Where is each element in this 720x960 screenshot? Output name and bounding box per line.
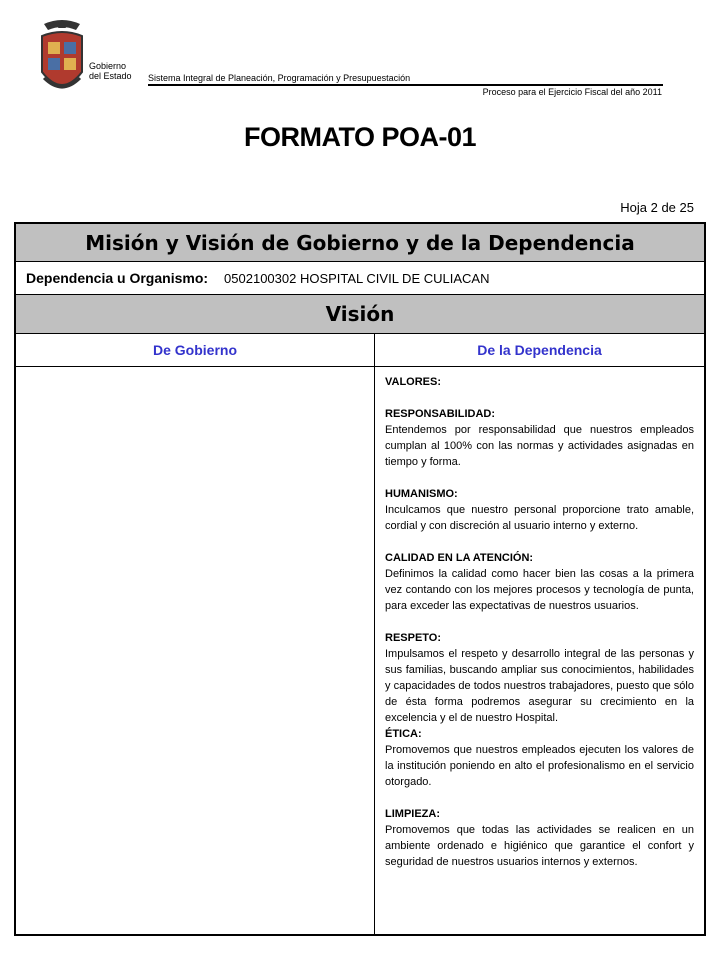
page-title: FORMATO POA-01 (243, 122, 477, 152)
state-seal-logo (38, 18, 86, 96)
value-text: Inculcamos que nuestro personal proporcione trato amable, cordial y con discreción al usuario interno y externo. (385, 504, 694, 532)
page-indicator: Hoja 2 de 25 (620, 200, 694, 215)
dependency-value: 0502100302 HOSPITAL CIVIL DE CULIACAN (224, 270, 490, 286)
column-header-government: De Gobierno (16, 334, 375, 367)
government-vision-cell (16, 367, 375, 934)
government-label (89, 61, 132, 81)
value-text: Impulsamos el respeto y desarrollo integral de las personas y sus familias, buscando ampliar sus conocimientos, habilidades y capacidades de todos nuestros trabajadores, puesto que sólo de ésta forma podremos asegurar su crecimiento en la excelencia y el de nuestro Hospital. (385, 648, 694, 724)
form-table (14, 222, 706, 936)
value-text: Entendemos por responsabilidad que nuestros empleados cumplan al 100% con las normas y actividades asignadas en tiempo y forma. (385, 424, 694, 468)
value-heading: RESPETO: (385, 632, 442, 644)
value-heading: LIMPIEZA: (385, 808, 440, 820)
value-text: Definimos la calidad como hacer bien las cosas a la primera vez contando con los mejores procesos y tecnología de punta, para exceder las expectativas de nuestros usuarios. (385, 568, 694, 612)
value-heading: HUMANISMO: (385, 488, 458, 500)
value-heading: CALIDAD EN LA ATENCIÓN: (385, 552, 534, 564)
government-label-line2: del Estado (89, 71, 132, 81)
value-text: Promovemos que nuestros empleados ejecuten los valores de la institución poniendo en alto el profesionalismo en el servicio otorgado. (385, 744, 694, 788)
fiscal-process: Proceso para el Ejercicio Fiscal del año 2011 (482, 87, 662, 97)
value-heading: RESPONSABILIDAD: (385, 408, 496, 420)
system-name: Sistema Integral de Planeación, Programación y Presupuestación (148, 73, 411, 83)
header-divider (148, 84, 663, 86)
value-text: Promovemos que todas las actividades se realicen en un ambiente ordenado e higiénico que garantice el confort y seguridad de nuestros usuarios internos y externos. (385, 824, 694, 868)
dependency-vision-cell (385, 374, 694, 870)
government-label-line1: Gobierno (89, 61, 127, 71)
section-title: Misión y Visión de Gobierno y de la Dependencia (16, 224, 704, 262)
dependency-label: Dependencia u Organismo: (26, 270, 209, 286)
dependency-row (16, 262, 704, 295)
subsection-title: Visión (16, 295, 704, 334)
column-header-dependency: De la Dependencia (375, 334, 704, 367)
values-title: VALORES: (385, 376, 442, 388)
value-heading: ÉTICA: (385, 728, 422, 740)
